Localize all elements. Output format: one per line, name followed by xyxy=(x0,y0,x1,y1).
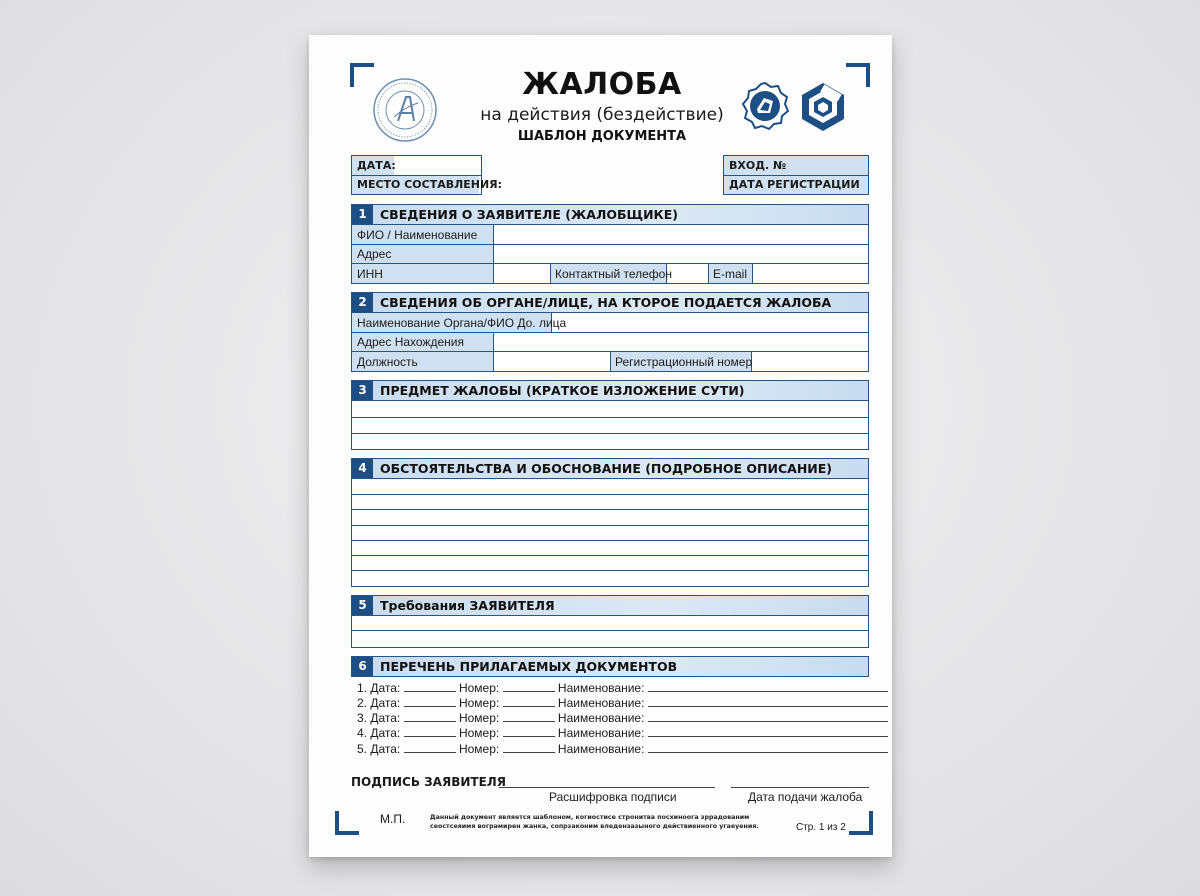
attachment-row: 3. Дата: Номер: Наименование: xyxy=(357,711,888,725)
attachment-row: 2. Дата: Номер: Наименование: xyxy=(357,696,888,710)
section-number: 3 xyxy=(352,381,373,400)
section-number: 6 xyxy=(352,657,373,676)
location-label: Адрес Нахождения xyxy=(357,335,464,349)
signature-label: ПОДПИСЬ ЗАЯВИТЕЛЯ xyxy=(351,775,506,789)
document-sheet xyxy=(309,35,892,857)
position-label: Должность xyxy=(357,355,418,369)
section-title: ОБСТОЯТЕЛЬСТВА И ОБОСНОВАНИЕ (ПОДРОБНОЕ ОПИСАНИЕ) xyxy=(380,461,833,476)
reg-number-label: Регистрационный номер xyxy=(615,355,753,369)
template-label: ШАБЛОН ДОКУМЕНТА xyxy=(517,129,687,144)
section-number: 5 xyxy=(352,596,373,615)
section-circumstances xyxy=(351,458,869,587)
attachment-row: 1. Дата: Номер: Наименование: xyxy=(357,681,888,695)
section-respondent xyxy=(351,292,869,372)
registration-date-label: ДАТА РЕГИСТРАЦИИ xyxy=(729,178,860,191)
signature-decode-label: Расшифровка подписи xyxy=(549,790,677,804)
page-number: Стр. 1 из 2 xyxy=(796,822,846,833)
registration-box xyxy=(723,155,869,195)
section-demands xyxy=(351,595,869,648)
section-number: 2 xyxy=(352,293,373,312)
section-attachments xyxy=(351,656,869,677)
section-title: ПЕРЕЧЕНЬ ПРИЛАГАЕМЫХ ДОКУМЕНТОВ xyxy=(380,659,678,674)
incoming-number-label: ВХОД. № xyxy=(729,159,787,172)
section-title: СВЕДЕНИЯ О ЗАЯВИТЕЛЕ (ЖАЛОБЩИКЕ) xyxy=(380,207,679,222)
document-subtitle: на действия (бездействие) xyxy=(480,105,724,125)
section-subject xyxy=(351,380,869,450)
phone-label: Контактный телефон xyxy=(555,267,672,281)
corner-mark-bottom-left xyxy=(335,811,359,835)
section-title: ПРЕДМЕТ ЖАЛОБЫ (КРАТКОЕ ИЗЛОЖЕНИЕ СУТИ) xyxy=(380,383,745,398)
section-number: 4 xyxy=(352,459,373,478)
inn-label: ИНН xyxy=(357,267,383,281)
section-title: СВЕДЕНИЯ ОБ ОРГАНЕ/ЛИЦЕ, НА КТОРОЕ ПОДАЕТСЯ ЖАЛОБА xyxy=(380,295,832,310)
address-label: Адрес xyxy=(357,247,392,261)
attachment-row: 4. Дата: Номер: Наименование: xyxy=(357,726,888,740)
section-title: Требования ЗАЯВИТЕЛЯ xyxy=(380,598,555,613)
date-place-box xyxy=(351,155,503,195)
disclaimer-note: Данный документ является шаблоном, когиостисе стронитва посхиноога зррадованим сеостсеяимя вограмирен жанка, сопрзаконим вледензазыного действиенного угаеуения. xyxy=(430,814,759,830)
section-applicant xyxy=(351,204,869,284)
organ-label: Наименование Органа/ФИО До. лица xyxy=(357,316,567,330)
email-label: E-mail xyxy=(713,267,748,281)
date-label: ДАТА: xyxy=(357,159,396,172)
submission-date-label: Дата подачи жалоба xyxy=(748,790,863,804)
attachment-row: 5. Дата: Номер: Наименование: xyxy=(357,742,888,756)
document-title: ЖАЛОБА xyxy=(522,67,682,102)
place-label: МЕСТО СОСТАВЛЕНИЯ: xyxy=(357,178,503,191)
stamp-place-label: М.П. xyxy=(380,812,406,826)
section-number: 1 xyxy=(352,205,373,224)
fio-label: ФИО / Наименование xyxy=(357,228,478,242)
corner-mark-bottom-right xyxy=(849,811,873,835)
